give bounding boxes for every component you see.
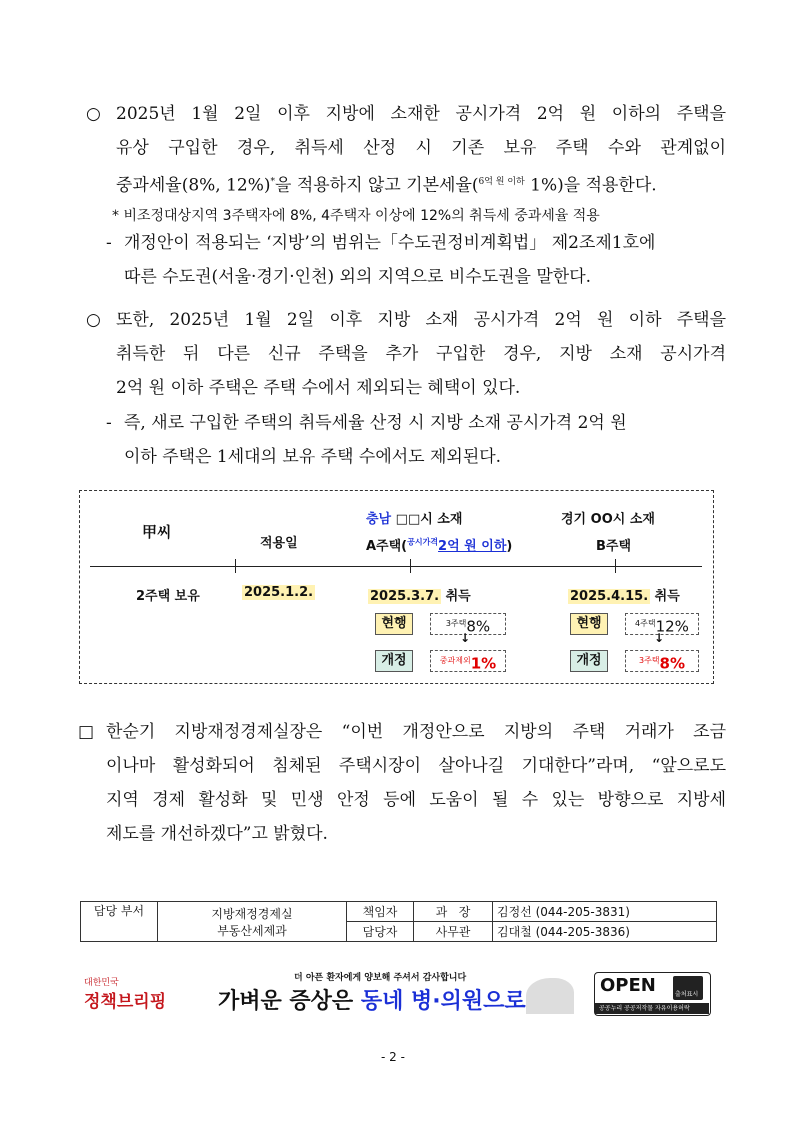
dash-bullet: - [106, 413, 112, 433]
rate-caption: 중과제외 [439, 656, 471, 665]
banner-main [218, 984, 526, 1015]
title-cell: 과 장 [414, 902, 493, 922]
role-cell: 책임자 [347, 902, 414, 922]
down-arrow-icon: ↓ [654, 631, 665, 645]
superscript-note: 6억 원 이하 [478, 177, 525, 187]
rate-caption: 3주택 [638, 656, 660, 665]
price-value: 2억 원 이하 [438, 539, 507, 554]
doctor-illustration-icon [526, 978, 574, 1014]
paragraph-1 [86, 97, 726, 203]
timeline-tick [235, 559, 236, 573]
sub-item-2 [106, 406, 726, 474]
circle-bullet: ○ [86, 104, 101, 124]
open-label: OPEN [600, 975, 656, 996]
apply-date: 2025.1.2. [244, 585, 314, 600]
rate-caption: 4주택 [635, 619, 656, 628]
paragraph-line: 또한, 2025년 1월 2일 이후 지방 소재 공시가격 2억 원 이하 주택을 [116, 310, 726, 330]
city: □□시 소재 [395, 512, 463, 527]
paragraph-line: 제도를 개선하겠다”고 밝혔다. [106, 824, 328, 844]
timeline-axis [90, 566, 702, 567]
text-run: 1%)을 적용한다. [524, 175, 657, 196]
paragraph-line: 지역 경제 활성화 및 민생 안정 등에 도움이 될 수 있는 방향으로 지방세 [106, 790, 726, 810]
logo-text: 정책브리핑 [84, 992, 167, 1012]
contact-table [80, 901, 717, 942]
paragraph-line: 취득한 뒤 다른 신규 주택을 추가 구입한 경우, 지방 소재 공시가격 [116, 344, 726, 364]
policy-briefing-logo [84, 975, 174, 1015]
name-cell: 김정선 (044-205-3831) [493, 902, 717, 922]
timeline-tick [615, 559, 616, 573]
apply-label: 적용일 [260, 536, 298, 551]
timeline-tick [410, 559, 411, 573]
name-cell: 김대철 (044-205-3836) [493, 922, 717, 942]
rate-caption: 3주택 [445, 619, 467, 628]
a-act: 취득 [445, 589, 471, 604]
paragraph-line: 이나마 활성화되어 침체된 주택시장이 살아나길 기대한다”라며, “앞으로도 [106, 756, 726, 776]
dept-name: 지방재정경제실 [211, 906, 293, 921]
banner-top-line: 더 아픈 환자에게 양보해 주셔서 감사합니다 [294, 973, 467, 983]
dash-bullet: - [106, 233, 112, 253]
house-label: A주택( [366, 539, 408, 554]
rate-value: 1% [470, 654, 497, 673]
sub-line: 개정안이 적용되는 ‘지방’의 범위는「수도권정비계획법」 제2조제1호에 [124, 233, 656, 253]
role-cell: 담당자 [347, 922, 414, 942]
sub-line: 이하 주택은 1세대의 보유 주택 수에서도 제외된다. [124, 447, 502, 467]
current-tag: 현행 [375, 613, 413, 635]
dept-label: 담당 부서 [81, 902, 158, 942]
own-label: 2주택 보유 [136, 589, 200, 604]
text-run: 중과세율(8%, 12%) [116, 175, 271, 196]
revised-tag: 개정 [570, 650, 608, 672]
rate-value: 12% [655, 617, 689, 636]
square-bullet: □ [78, 722, 95, 742]
kogl-caption-bar [595, 1003, 709, 1014]
paragraph-line: 2억 원 이하 주택은 주택 수에서 제외되는 혜택이 있다. [116, 378, 521, 398]
revised-rate-a [430, 650, 506, 672]
sub-item-1 [106, 226, 726, 294]
attribution-icon [673, 976, 703, 1000]
b-house: B주택 [596, 539, 632, 554]
rate-value: 8% [466, 617, 491, 636]
footnote: * 비조정대상지역 3주택자에 8%, 4주택자 이상에 12%의 취득세 중과세율 적용 [112, 208, 600, 224]
person-label: 甲씨 [142, 523, 172, 541]
footnote-mark: * [270, 177, 276, 187]
b-location [561, 508, 655, 527]
sub-line: 따른 수도권(서울·경기·인천) 외의 지역으로 비수도권을 말한다. [124, 267, 592, 287]
a-date: 2025.3.7. [370, 589, 440, 604]
open-caption: 공공누리 공공저작물 자유이용허락 [599, 1005, 690, 1012]
timeline-diagram [79, 490, 714, 684]
paragraph-line: 2025년 1월 2일 이후 지방에 소재한 공시가격 2억 원 이하의 주택을 [116, 104, 726, 124]
city: OO시 소재 [590, 512, 655, 527]
logo-caption: 대한민국 [84, 978, 119, 988]
region: 충남 [366, 512, 392, 527]
price-caption: 공시가격 [407, 537, 439, 547]
banner-main-b: 동네 병·의원으로 [360, 989, 526, 1014]
paragraph-line: 한순기 지방재정경제실장은 “이번 개정안으로 지방의 주택 거래가 조금 [106, 722, 726, 742]
b-act: 취득 [654, 589, 680, 604]
circle-bullet: ○ [86, 310, 101, 330]
sub-line: 즉, 새로 구입한 주택의 취득세율 산정 시 지방 소재 공시가격 2억 원 [124, 413, 627, 433]
dept-team: 부동산세제과 [217, 923, 287, 938]
title-cell: 사무관 [414, 922, 493, 942]
close-paren: ) [506, 539, 513, 554]
paragraph-line: 유상 구입한 경우, 취득세 산정 시 기존 보유 주택 수와 관계없이 [116, 138, 726, 158]
kogl-badge [594, 972, 711, 1016]
banner-main-a: 가벼운 증상은 [218, 989, 361, 1014]
paragraph-line [116, 165, 726, 203]
region: 경기 [561, 512, 587, 527]
text-run: 을 적용하지 않고 기본세율( [275, 175, 479, 196]
paragraph-3 [78, 715, 726, 851]
a-house [366, 535, 512, 554]
page-number: - 2 - [381, 1050, 405, 1064]
current-tag: 현행 [570, 613, 608, 635]
down-arrow-icon: ↓ [460, 631, 471, 645]
dept-cell [158, 902, 347, 942]
paragraph-2 [86, 303, 726, 405]
revised-rate-b [625, 650, 699, 672]
open-sub: 출처표시 [675, 991, 699, 998]
campaign-banner [214, 970, 576, 1016]
revised-tag: 개정 [375, 650, 413, 672]
rate-value: 8% [659, 654, 685, 673]
a-location [366, 508, 462, 527]
b-date: 2025.4.15. [570, 589, 649, 604]
